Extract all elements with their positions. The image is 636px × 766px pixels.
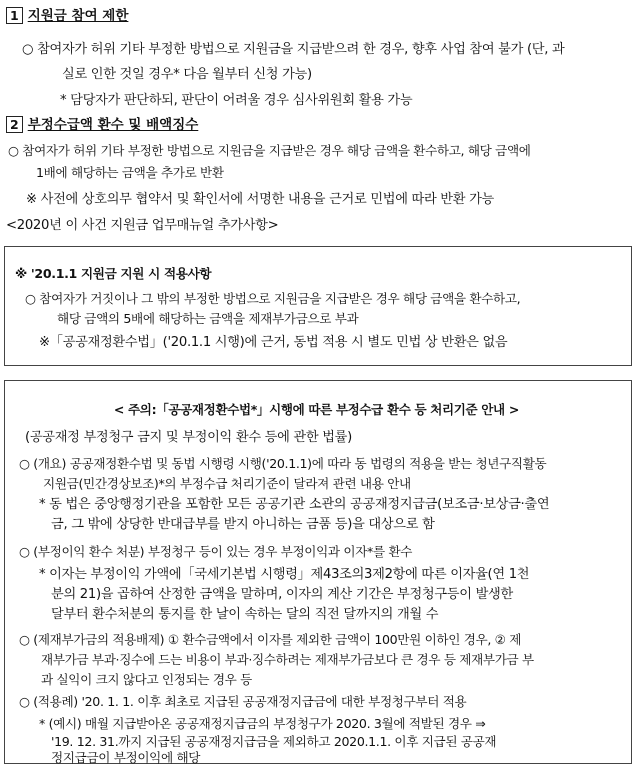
section1-number: 1 [6,7,23,24]
section2-item1: ○ 참여자가 허위 기타 부정한 방법으로 지원금을 지급받은 경우 해당 금액을 환수하고, 해당 금액에 [8,143,531,158]
section1-note1: * 담당자가 판단하되, 판단이 어려울 경우 심사위원회 활용 가능 [60,93,413,108]
section2-item1-cont: 1배에 해당하는 금액을 추가로 반환 [36,165,224,180]
notice-box-2020 [4,246,632,366]
caution-box [4,380,632,764]
section1-item1: ○ 참여자가 허위 기타 부정한 방법으로 지원금을 지급받으려 한 경우, 향후 사업 참여 불가 (단, 과 [22,42,565,57]
box2-item-exclusion: ○ (제재부가금의 적용배제) ① 환수금액에서 이자를 제외한 금액이 100만원 이하인 경우, ② 제 [19,632,522,647]
box2-title: < 주의:「공공재정환수법*」시행에 따른 부정수급 환수 등 처리기준 안내 > [113,402,519,417]
box2-item-recovery: ○ (부정이익 환수 처분) 부정청구 등이 있는 경우 부정이익과 이자*를 환수 [19,544,413,559]
box2-item-application-note2: '19. 12. 31.까지 지급된 공공재정지급금을 제외하고 2020.1.1. 이후 지급된 공공재 [51,734,497,749]
box2-item-application-note1: * (예시) 매월 지급받아온 공공재정지급금의 부정청구가 2020. 3월에 적발된 경우 ⇒ [39,716,486,731]
box2-item-recovery-note3: 달부터 환수처분의 통지를 한 날이 속하는 달의 직전 달까지의 개월 수 [51,607,439,622]
box2-item-overview-note1: * 동 법은 중앙행정기관을 포함한 모든 공공기관 소관의 공공재정지급금(보조금·보상금·출연 [39,497,550,512]
box1-item1: ○ 참여자가 거짓이나 그 밖의 부정한 방법으로 지원금을 지급받은 경우 해당 금액을 환수하고, [25,291,521,306]
box2-item-overview: ○ (개요) 공공재정환수법 및 동법 시행령 시행('20.1.1)에 따라 동 법령의 적용을 받는 청년구직활동 [19,456,547,471]
box1-title: ※ '20.1.1 지원금 지원 시 적용사항 [15,266,212,281]
section2-note1: ※ 사전에 상호의무 협약서 및 확인서에 서명한 내용을 근거로 민법에 따라 반환 가능 [26,192,494,207]
box2-item-recovery-note2: 분의 21)을 곱하여 산정한 금액을 말하며, 이자의 계산 기간은 부정청구등이 발생한 [51,587,513,602]
box2-item-application: ○ (적용례) '20. 1. 1. 이후 최초로 지급된 공공재정지급금에 대한 부정청구부터 적용 [19,694,467,709]
box2-item-exclusion-cont2: 과 실익이 크지 않다고 인정되는 경우 등 [41,672,252,687]
box2-item-exclusion-cont1: 재부가금 부과·징수에 드는 비용이 부과·징수하려는 제재부가금보다 큰 경우 등 제재부가금 부 [41,652,534,667]
box2-subtitle: (공공재정 부정청구 금지 및 부정이익 환수 등에 관한 법률) [25,430,352,445]
section2-title: 부정수급액 환수 및 배액징수 [27,117,199,133]
section2-addition: <2020년 이 사건 지원금 업무매뉴얼 추가사항> [6,218,279,233]
box2-item-application-note3: 정지급금이 부정이익에 해당 [51,750,201,765]
section2-number: 2 [6,116,23,133]
section2-heading [6,113,198,133]
box2-item-recovery-note1: * 이자는 부정이익 가액에「국세기본법 시행령」제43조의3제2항에 따른 이자율(연 1천 [39,567,530,582]
section1-title: 지원금 참여 제한 [27,8,129,24]
box2-item-overview-cont: 지원금(민간경상보조)*의 부정수급 처리기준이 달라져 관련 내용 안내 [43,476,411,491]
section1-item1-cont: 실로 인한 것일 경우* 다음 월부터 신청 가능) [62,67,312,82]
box1-item1-cont: 해당 금액의 5배에 해당하는 금액을 제재부가금으로 부과 [57,311,359,326]
section1-heading [6,4,128,24]
box1-note1: ※「공공재정환수법」('20.1.1 시행)에 근거, 동법 적용 시 별도 민법 상 반환은 없음 [39,335,508,350]
box2-item-overview-note2: 금, 그 밖에 상당한 반대급부를 받지 아니하는 금품 등)을 대상으로 함 [51,517,435,532]
